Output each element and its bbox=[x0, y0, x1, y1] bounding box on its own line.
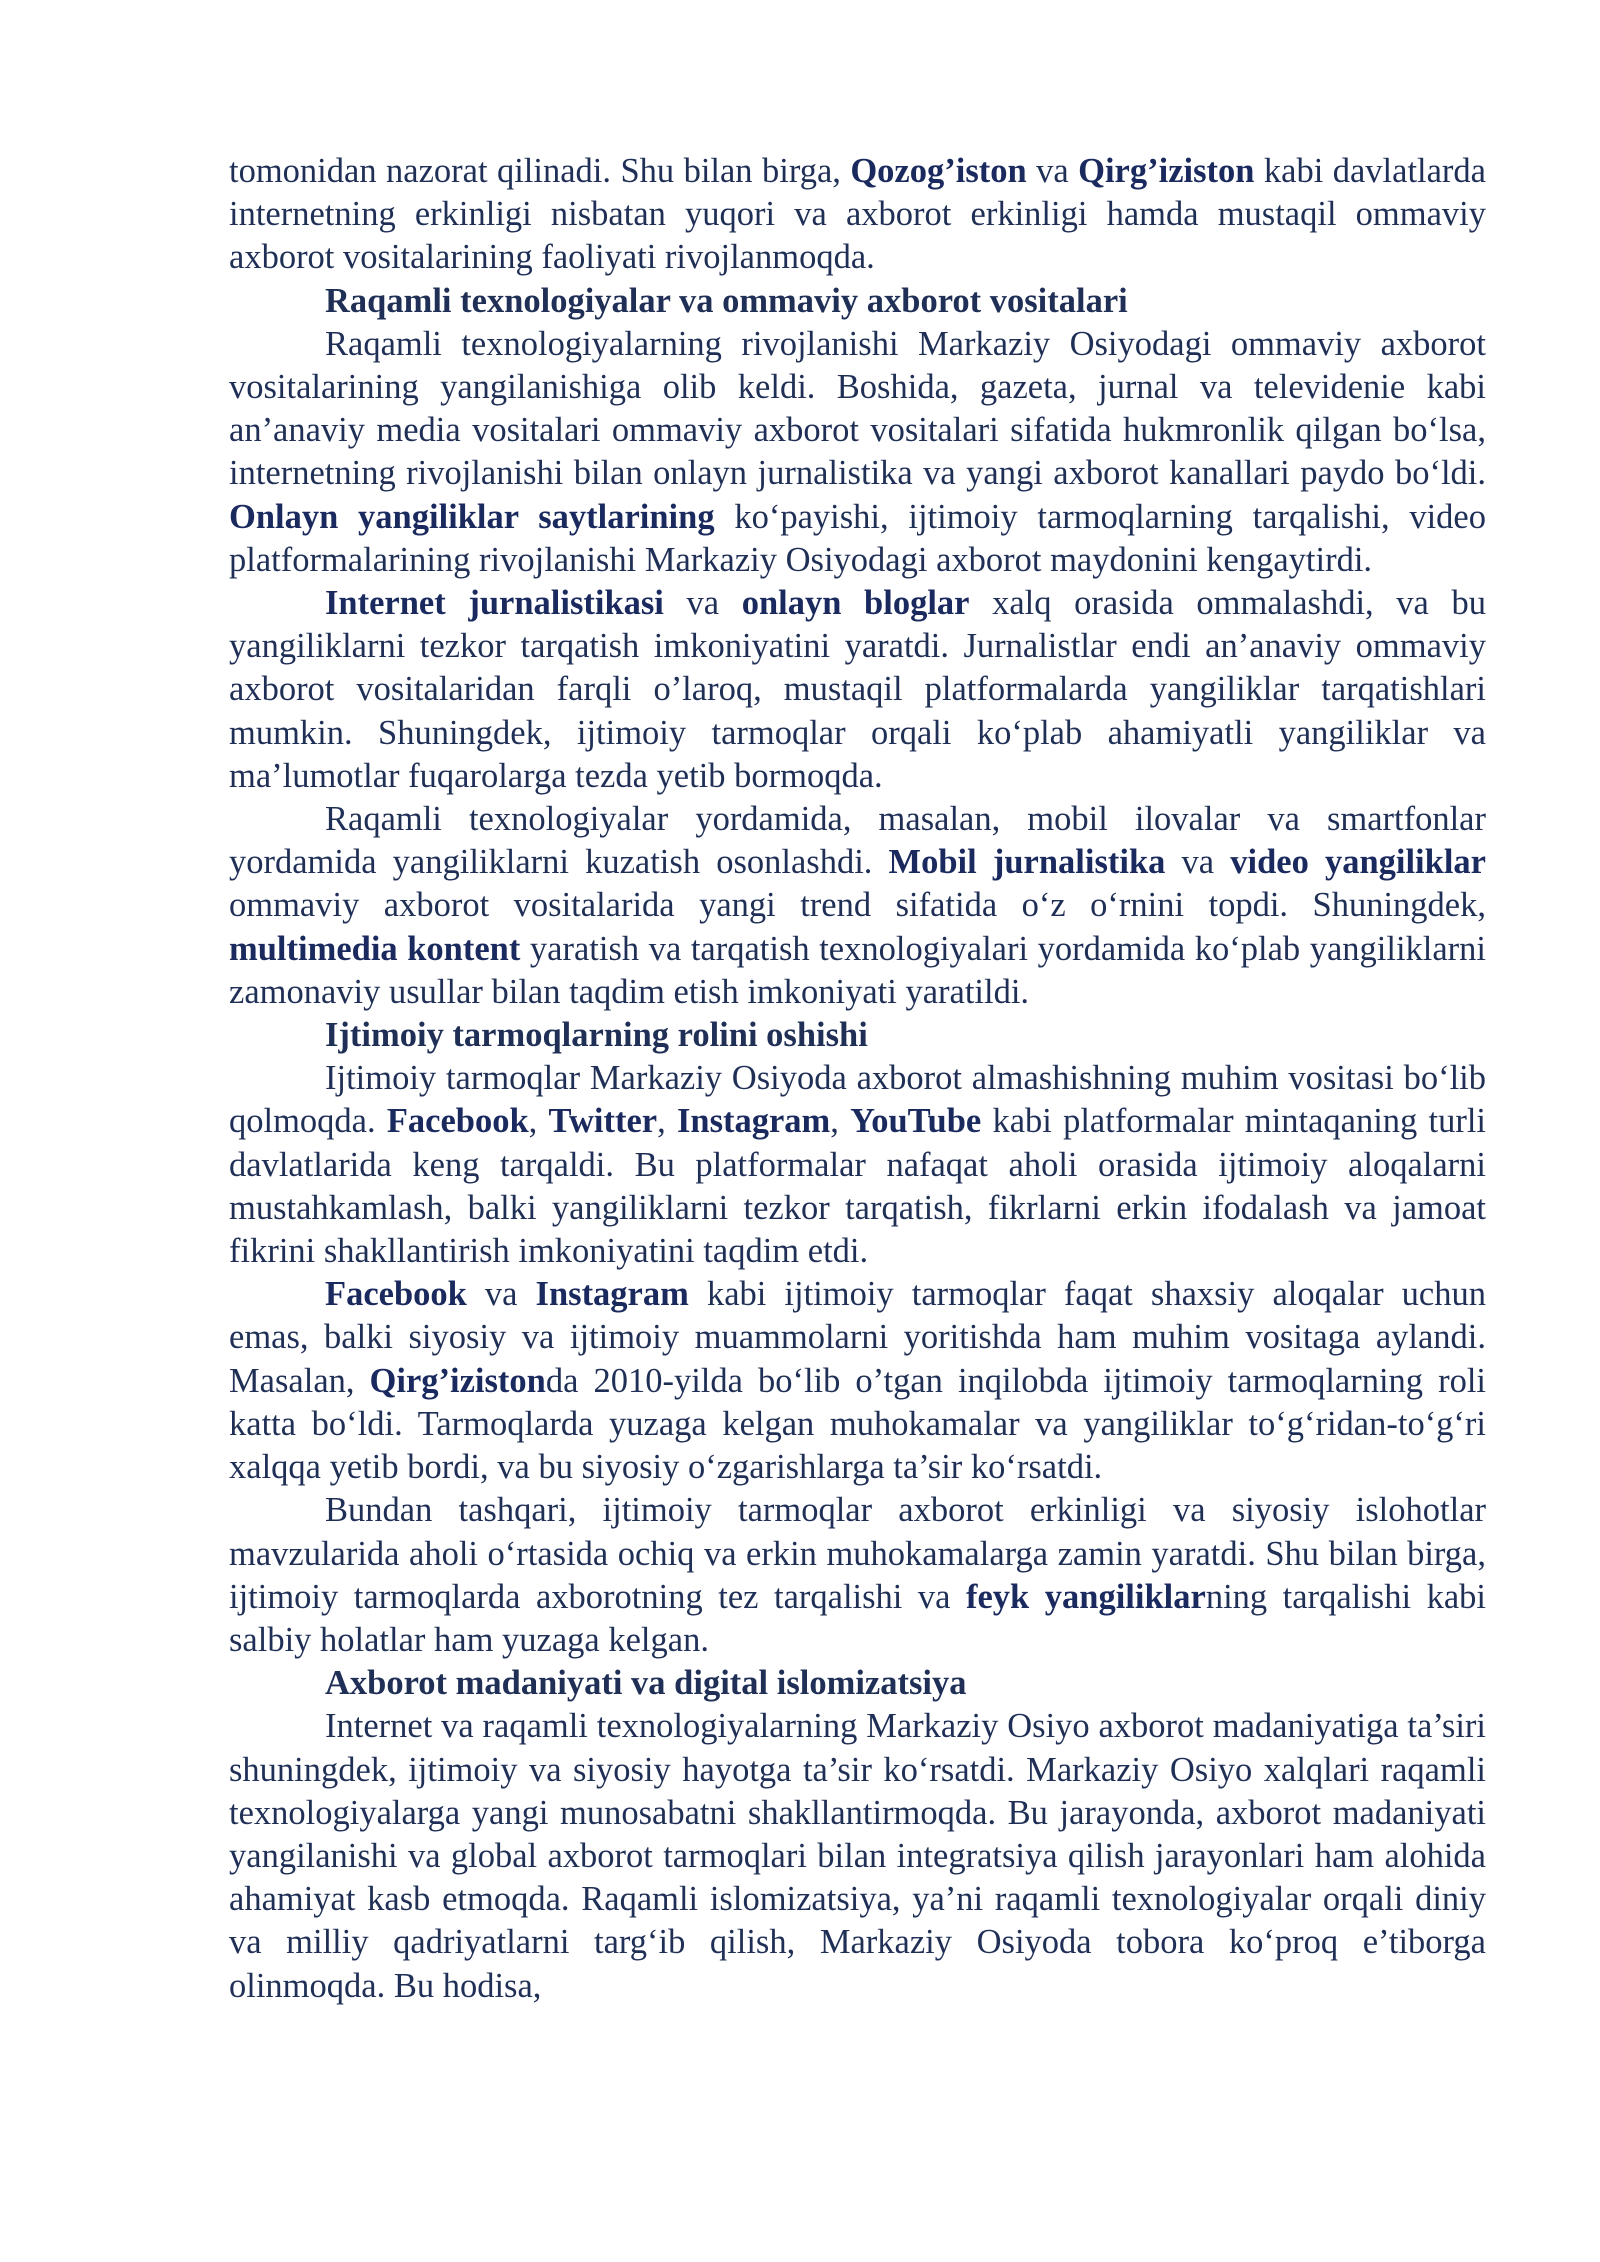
bold-term: Twitter bbox=[548, 1102, 658, 1141]
bold-term: YouTube bbox=[850, 1102, 982, 1141]
paragraph-4 bbox=[229, 798, 1486, 1014]
paragraph-text: da 2010-yilda bo‘lib o’tgan inqilobda ijtimoiy tarmoqlarning roli katta bo‘ldi. Tarmoqlarda yuzaga kelgan muhokamalar va yangiliklar to‘g‘ridan-to‘g‘ri xalqqa yetib bordi, va bu siyosiy o‘zgarishlarga ta’sir ko‘rsatdi. bbox=[229, 1361, 1486, 1487]
bold-term: Instagram bbox=[676, 1102, 831, 1141]
paragraph-text: ko‘payishi, ijtimoiy tarmoqlarning tarqalishi, video platformalarining rivojlanishi Markaziy Osiyodagi axborot maydonini kengaytirdi. bbox=[229, 497, 1486, 579]
bold-term: Onlayn yangiliklar saytlarining bbox=[229, 497, 715, 536]
paragraph-text: kabi ijtimoiy tarmoqlar faqat shaxsiy aloqalar uchun emas, balki siyosiy va ijtimoiy muammolarni yoritishda ham muhim vositaga aylandi. Masalan, bbox=[229, 1275, 1486, 1400]
paragraph-text: Ijtimoiy tarmoqlar Markaziy Osiyoda axborot almashishning muhim vositasi bo‘lib qolmoqda. bbox=[229, 1059, 1486, 1141]
bold-term: multimedia kontent bbox=[229, 929, 521, 968]
paragraph-text: va bbox=[1165, 843, 1231, 882]
paragraph-text: ning tarqalishi kabi salbiy holatlar ham yuzaga kelgan. bbox=[229, 1577, 1486, 1659]
paragraph-text: Raqamli texnologiyalarning rivojlanishi Markaziy Osiyodagi ommaviy axborot vositalarining yangilanishiga olib keldi. Boshida, gazeta, jurnal va televidenie kabi an’anaviy media vositalari ommaviy axborot vositalari sifatida hukmronlik qilgan bo‘lsa, internetning rivojlanishi bilan onlayn jurnalistika va yangi axborot kanallari paydo bo‘ldi. bbox=[229, 324, 1486, 493]
bold-term: Mobil jurnalistika bbox=[888, 843, 1166, 882]
paragraph-text: , bbox=[830, 1102, 851, 1141]
bold-term: feyk yangiliklar bbox=[966, 1577, 1206, 1616]
paragraph-5 bbox=[229, 1057, 1486, 1273]
document-body bbox=[229, 150, 1486, 2008]
paragraph-text: Internet va raqamli texnologiyalarning Markaziy Osiyo axborot madaniyatiga ta’siri shuningdek, ijtimoiy va siyosiy hayotga ta’sir ko‘rsatdi. Markaziy Osiyo xalqlari raqamli texnologiyalarga yangi munosabatni shakllantirmoqda. Bu jarayonda, axborot madaniyati yangilanishi va global axborot tarmoqlari bilan integratsiya qilish jarayonlari ham alohida ahamiyat kasb etmoqda. Raqamli islomizatsiya, ya’ni raqamli texnologiyalar orqali diniy va milliy qadriyatlarni targ‘ib qilish, Markaziy Osiyoda tobora ko‘proq e’tiborga olinmoqda. Bu hodisa, bbox=[229, 1707, 1486, 2005]
paragraph-text: va bbox=[1026, 152, 1079, 190]
paragraph-3 bbox=[229, 582, 1486, 798]
section-heading-information-culture: Axborot madaniyati va digital islomizatsiya bbox=[325, 1664, 967, 1703]
paragraph-text: va bbox=[663, 584, 742, 623]
bold-term: Internet jurnalistikasi bbox=[325, 584, 664, 623]
paragraph-text: yaratish va tarqatish texnologiyalari yordamida ko‘plab yangiliklarni zamonaviy usullar bilan taqdim etish imkoniyati yaratildi. bbox=[229, 929, 1486, 1011]
bold-term: Qirg’iziston bbox=[369, 1361, 546, 1400]
paragraph-7 bbox=[229, 1489, 1486, 1662]
bold-term: Instagram bbox=[535, 1275, 689, 1314]
paragraph-text: , bbox=[528, 1102, 549, 1141]
bold-term: Facebook bbox=[386, 1102, 529, 1141]
bold-term: Facebook bbox=[325, 1275, 467, 1314]
section-heading-social-networks: Ijtimoiy tarmoqlarning rolini oshishi bbox=[325, 1016, 868, 1055]
bold-term: Qirg’iziston bbox=[1078, 152, 1255, 190]
paragraph-6 bbox=[229, 1273, 1486, 1489]
paragraph-8 bbox=[229, 1705, 1486, 2007]
bold-term: Qozog’iston bbox=[850, 152, 1027, 190]
section-heading-digital-tech: Raqamli texnologiyalar va ommaviy axborot vositalari bbox=[325, 281, 1128, 320]
paragraph-text: , bbox=[657, 1102, 677, 1141]
paragraph-2 bbox=[229, 323, 1486, 582]
paragraph-text: Raqamli texnologiyalar yordamida, masalan, mobil ilovalar va smartfonlar yordamida yangiliklarni kuzatish osonlashdi. bbox=[229, 800, 1486, 882]
paragraph-text: va bbox=[466, 1275, 536, 1314]
paragraph-text: xalq orasida ommalashdi, va bu yangiliklarni tezkor tarqatish imkoniyatini yaratdi. Jurnalistlar endi an’anaviy ommaviy axborot vositalaridan farqli o’laroq, mustaqil platformalarda yangiliklar tarqatishlari mumkin. Shuningdek, ijtimoiy tarmoqlar orqali ko‘plab ahamiyatli yangiliklar va ma’lumotlar fuqarolarga tezda yetib bormoqda. bbox=[229, 584, 1486, 795]
paragraph-text: Bundan tashqari, ijtimoiy tarmoqlar axborot erkinligi va siyosiy islohotlar mavzularida aholi o‘rtasida ochiq va erkin muhokamalarga zamin yaratdi. Shu bilan birga, ijtimoiy tarmoqlarda axborotning tez tarqalishi va bbox=[229, 1491, 1486, 1616]
bold-term: video yangiliklar bbox=[1230, 843, 1486, 882]
paragraph-text: tomonidan nazorat qilinadi. Shu bilan birga, bbox=[229, 152, 851, 190]
paragraph-text: ommaviy axborot vositalarida yangi trend sifatida o‘z o‘rnini topdi. Shuningdek, bbox=[229, 886, 1486, 925]
paragraph-text: kabi davlatlarda internetning erkinligi nisbatan yuqori va axborot erkinligi hamda mustaqil ommaviy axborot vositalarining faoliyati rivojlanmoqda. bbox=[229, 152, 1486, 277]
paragraph-text: kabi platformalar mintaqaning turli davlatlarida keng tarqaldi. Bu platformalar nafaqat aholi orasida ijtimoiy aloqalarni mustahkamlash, balki yangiliklarni tezkor tarqatish, fikrlarni erkin ifodalash va jamoat fikrini shakllantirish imkoniyatini taqdim etdi. bbox=[229, 1102, 1487, 1271]
paragraph-1 bbox=[229, 150, 1486, 280]
bold-term: onlayn bloglar bbox=[741, 584, 970, 623]
